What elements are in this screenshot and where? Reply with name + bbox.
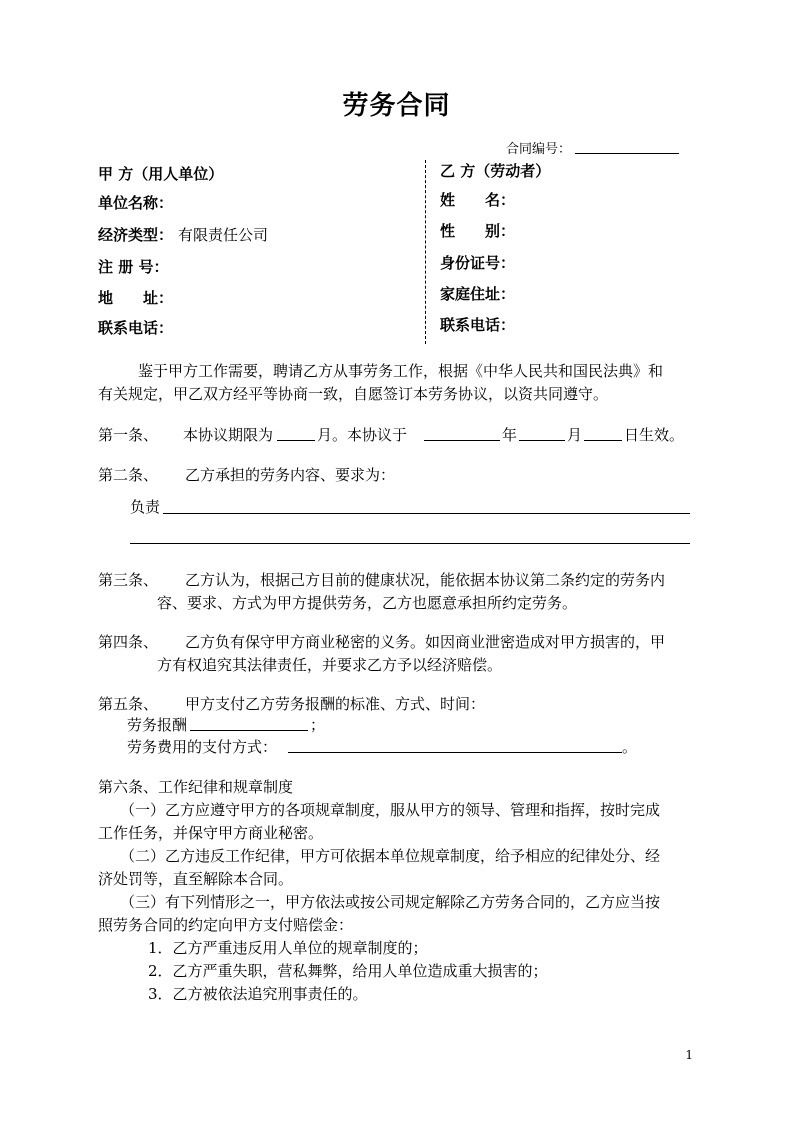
article-4-heading: 第四条、	[98, 633, 159, 651]
article-1-month-label: 月	[567, 426, 583, 444]
preamble-line-2: 有关规定，甲乙双方经平等协商一致，自愿签订本劳务协议，以资共同遵守。	[98, 385, 609, 403]
article-6-clause-2-line-1: （二）乙方违反工作纪律，甲方可依据本单位规章制度，给予相应的纪律处分、经	[120, 847, 661, 865]
party-a-unit-name-label: 单位名称：	[98, 194, 174, 212]
article-6-item-2: 2．乙方严重失职，营私舞弊，给用人单位造成重大损害的；	[148, 962, 548, 980]
party-b-name-label: 姓 名：	[440, 191, 516, 209]
article-6-heading: 第六条、工作纪律和规章制度	[98, 778, 294, 796]
party-a-economic-type-label: 经济类型：	[98, 226, 174, 244]
article-6-clause-2-line-2: 济处罚等，直至解除本合同。	[98, 870, 294, 888]
party-b-id-label: 身份证号：	[440, 254, 516, 272]
party-a-heading: 甲 方（用人单位）	[98, 165, 224, 183]
preamble-line-1: 鉴于甲方工作需要，聘请乙方从事劳务工作，根据《中华人民共和国民法典》和	[138, 362, 664, 380]
article-1-day-label: 日生效。	[624, 426, 685, 444]
party-b-phone-label: 联系电话：	[440, 316, 516, 334]
document-title: 劳务合同	[342, 91, 451, 121]
article-6-clause-3-line-1: （三）有下列情形之一，甲方依法或按公司规定解除乙方劳务合同的，乙方应当按	[120, 893, 661, 911]
payment-method-end-mark: 。	[622, 738, 638, 756]
article-1-year-label: 年	[502, 426, 518, 444]
payment-label: 劳务报酬	[127, 716, 188, 734]
article-6-item-3: 3．乙方被依法追究刑事责任的。	[148, 985, 368, 1003]
payment-field[interactable]	[190, 730, 308, 731]
article-2-heading: 第二条、	[98, 466, 159, 484]
article-3-heading: 第三条、	[98, 571, 159, 589]
article-6-item-1: 1．乙方严重违反用人单位的规章制度的；	[148, 939, 428, 957]
article-6-clause-1-line-2: 工作任务，并保守甲方商业秘密。	[98, 824, 324, 842]
article-4-line-2: 方有权追究其法律责任，并要求乙方予以经济赔偿。	[157, 656, 503, 674]
effective-year-field[interactable]	[424, 440, 500, 441]
article-1-text-effective: 月。本协议于	[317, 426, 408, 444]
article-2-text: 乙方承担的劳务内容、要求为：	[185, 466, 396, 484]
article-3-line-1: 乙方认为，根据己方目前的健康状况，能依据本协议第二条约定的劳务内	[185, 571, 666, 589]
page-number: 1	[685, 1048, 693, 1062]
article-6-clause-3-line-2: 照劳务合同的约定向甲方支付赔偿金：	[98, 916, 354, 934]
party-a-address-label: 地 址：	[98, 289, 174, 307]
responsibility-label: 负责	[130, 498, 161, 516]
responsibility-field-line-2[interactable]	[130, 543, 690, 544]
responsibility-field-line-1[interactable]	[163, 513, 690, 514]
article-6-clause-1-line-1: （一）乙方应遵守甲方的各项规章制度，服从甲方的领导、管理和指挥，按时完成	[120, 801, 661, 819]
effective-day-field[interactable]	[584, 440, 622, 441]
party-a-registration-label: 注 册 号：	[98, 258, 169, 276]
article-1-text-term: 本协议期限为	[183, 426, 274, 444]
party-a-economic-type-value: 有限责任公司	[178, 226, 269, 244]
party-a-phone-label: 联系电话：	[98, 319, 174, 337]
effective-month-field[interactable]	[519, 440, 565, 441]
term-months-field[interactable]	[277, 440, 315, 441]
party-b-home-address-label: 家庭住址：	[440, 285, 516, 303]
party-b-gender-label: 性 别：	[440, 222, 516, 240]
payment-method-field[interactable]	[288, 752, 622, 753]
contract-number-field[interactable]	[575, 153, 679, 154]
party-divider	[425, 160, 426, 344]
contract-number-label: 合同编号：	[506, 142, 572, 157]
article-4-line-1: 乙方负有保守甲方商业秘密的义务。如因商业泄密造成对甲方损害的，甲	[185, 633, 666, 651]
payment-method-label: 劳务费用的支付方式：	[127, 738, 278, 756]
party-b-heading: 乙 方（劳动者）	[440, 162, 551, 180]
payment-end-mark: ；	[310, 716, 326, 734]
article-3-line-2: 容、要求、方式为甲方提供劳务，乙方也愿意承担所约定劳务。	[157, 594, 578, 612]
article-1-heading: 第一条、	[98, 426, 159, 444]
article-5-text: 甲方支付乙方劳务报酬的标准、方式、时间：	[185, 695, 486, 713]
article-5-heading: 第五条、	[98, 695, 159, 713]
